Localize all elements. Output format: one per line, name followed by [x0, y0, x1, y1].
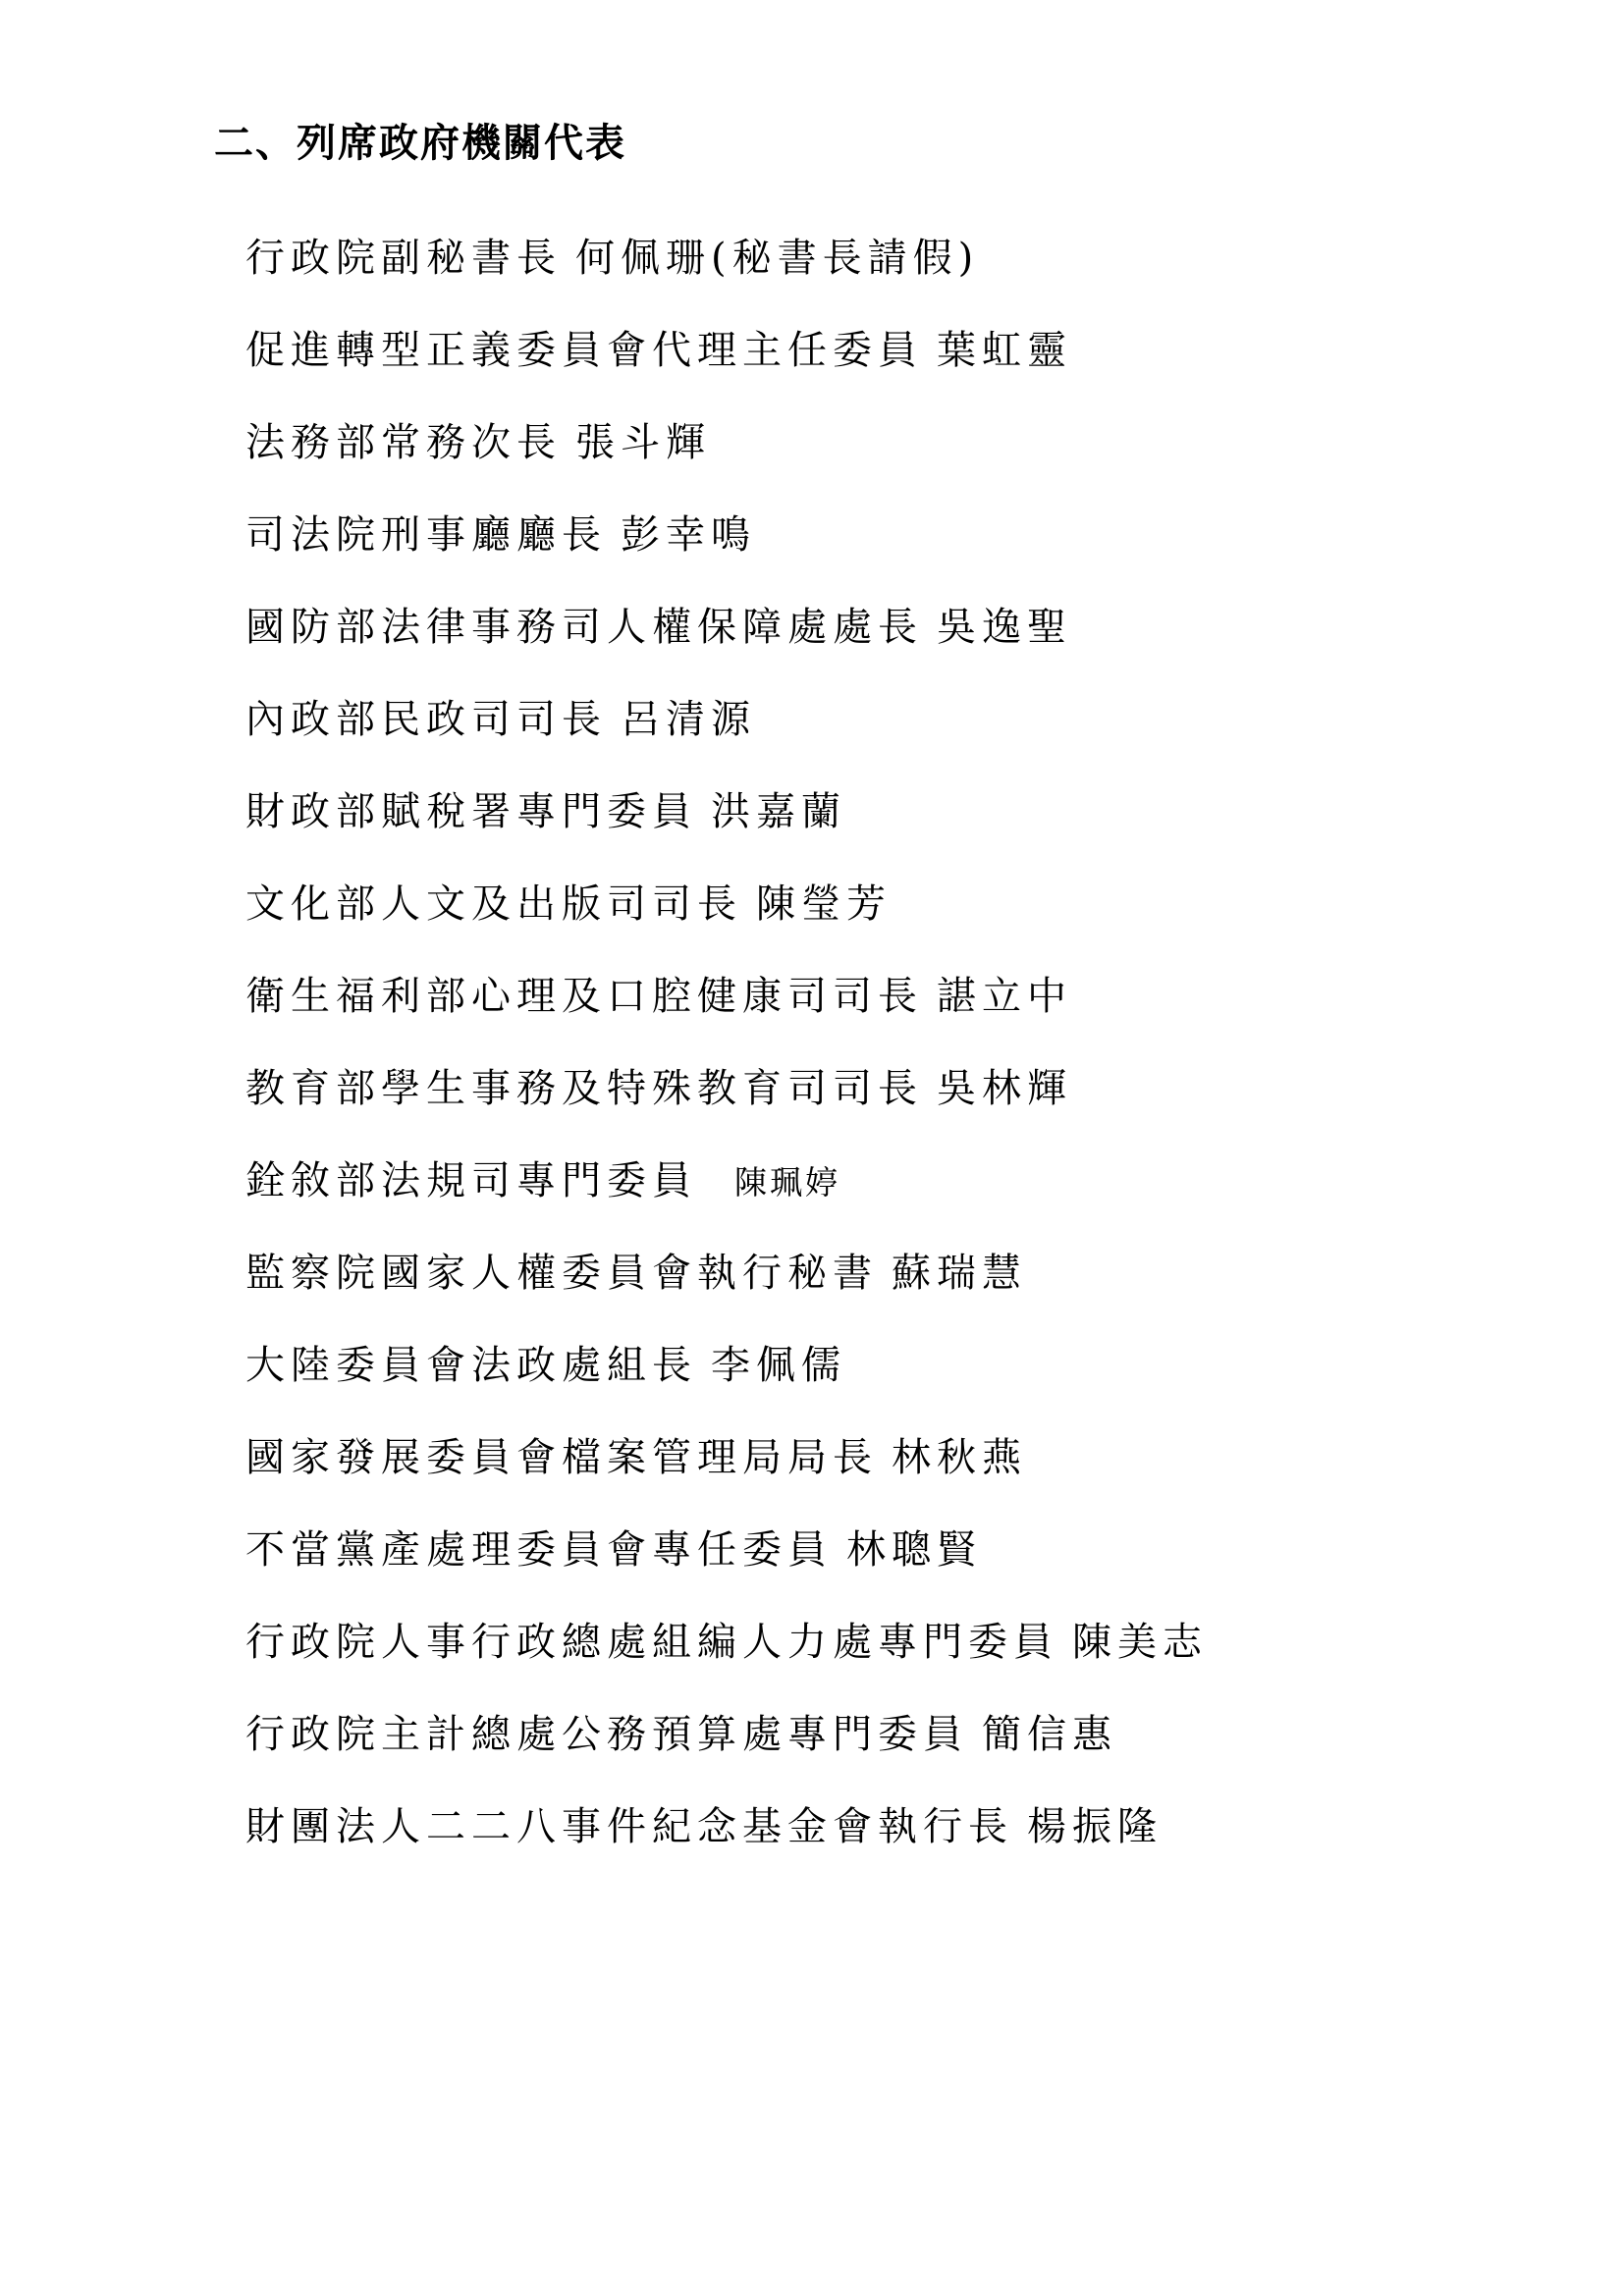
- rep-name: 吳林輝: [937, 1066, 1072, 1111]
- list-item: [245, 1336, 1208, 1428]
- list-item: [245, 229, 1208, 321]
- section-title: 二、列席政府機關代表: [214, 120, 626, 166]
- rep-name: 何佩珊(秘書長請假): [575, 236, 980, 281]
- rep-name: 吳逸聖: [937, 605, 1072, 650]
- rep-name: 林聰賢: [846, 1527, 982, 1573]
- rep-title: 教育部學生事務及特殊教育司司長: [245, 1066, 923, 1111]
- list-item: [245, 967, 1208, 1059]
- rep-title: 行政院人事行政總處組編人力處專門委員: [245, 1620, 1058, 1665]
- rep-name: 蘇瑞慧: [892, 1251, 1027, 1296]
- rep-title: 大陸委員會法政處組長: [245, 1343, 697, 1388]
- rep-title: 法務部常務次長: [245, 420, 562, 465]
- rep-title: 司法院刑事廳廳長: [245, 512, 607, 558]
- list-item: [245, 1613, 1208, 1705]
- list-item: [245, 1797, 1208, 1890]
- list-item: [245, 782, 1208, 875]
- rep-name: 諶立中: [937, 974, 1072, 1019]
- rep-name: 彭幸鳴: [621, 512, 756, 558]
- list-item: [245, 413, 1208, 506]
- list-item: [245, 1521, 1208, 1613]
- list-item: [245, 1244, 1208, 1336]
- list-item: [245, 1705, 1208, 1797]
- rep-title: 文化部人文及出版司司長: [245, 881, 742, 927]
- rep-title: 行政院副秘書長: [245, 236, 562, 281]
- rep-name: 陳美志: [1072, 1620, 1208, 1665]
- rep-name: 簡信惠: [982, 1712, 1117, 1757]
- list-item: [245, 1428, 1208, 1521]
- rep-name: 林秋燕: [892, 1435, 1027, 1480]
- rep-name: 陳珮婷: [734, 1163, 840, 1201]
- list-item: [245, 1059, 1208, 1151]
- rep-title: 不當黨產處理委員會專任委員: [245, 1527, 833, 1573]
- rep-name: 葉虹靈: [937, 328, 1072, 373]
- rep-title: 監察院國家人權委員會執行秘書: [245, 1251, 878, 1296]
- rep-title: 內政部民政司司長: [245, 697, 607, 742]
- rep-title: 國防部法律事務司人權保障處處長: [245, 605, 923, 650]
- rep-title: 衛生福利部心理及口腔健康司司長: [245, 974, 923, 1019]
- rep-title: 國家發展委員會檔案管理局局長: [245, 1435, 878, 1480]
- list-item: [245, 1151, 1208, 1244]
- list-item: [245, 506, 1208, 598]
- list-item: [245, 875, 1208, 967]
- rep-name: 李佩儒: [711, 1343, 846, 1388]
- rep-title: 行政院主計總處公務預算處專門委員: [245, 1712, 968, 1757]
- rep-title: 財政部賦稅署專門委員: [245, 789, 697, 834]
- rep-name: 楊振隆: [1027, 1804, 1163, 1849]
- list-item: [245, 321, 1208, 413]
- representatives-list: [245, 229, 1208, 1890]
- rep-name: 陳瑩芳: [756, 881, 892, 927]
- list-item: [245, 598, 1208, 690]
- rep-title: 財團法人二二八事件紀念基金會執行長: [245, 1804, 1013, 1849]
- list-item: [245, 690, 1208, 782]
- rep-name: 洪嘉蘭: [711, 789, 846, 834]
- rep-title: 促進轉型正義委員會代理主任委員: [245, 328, 923, 373]
- rep-name: 呂清源: [621, 697, 756, 742]
- rep-title: 銓敘部法規司專門委員: [245, 1158, 697, 1203]
- rep-name: 張斗輝: [575, 420, 711, 465]
